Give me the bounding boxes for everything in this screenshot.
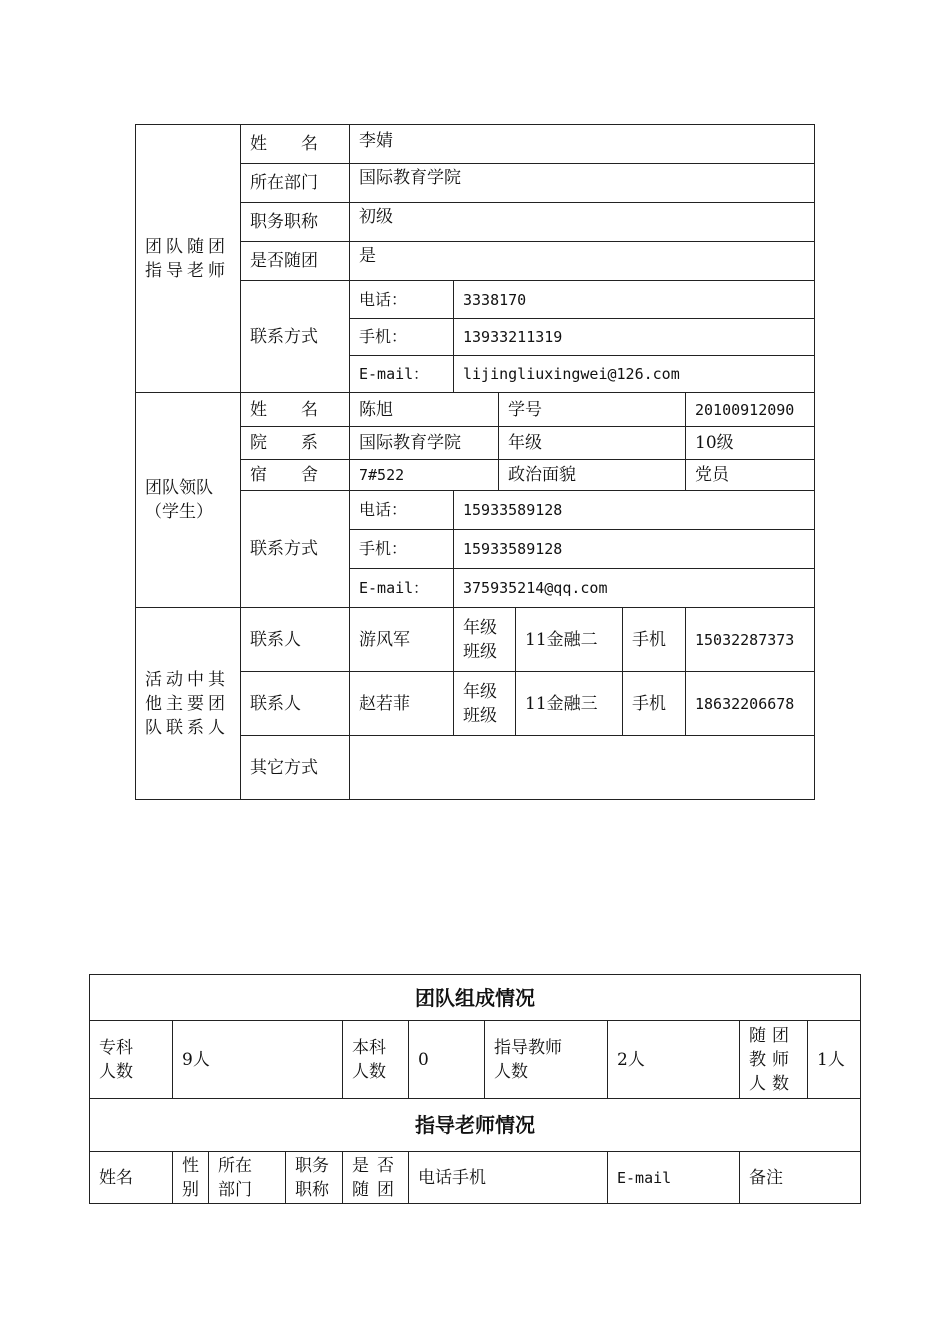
leader-dorm-label: 宿 舍: [240, 459, 350, 491]
leader-section-title-text: 团队领队（学生）: [145, 478, 213, 522]
undergrad-count-value: 0: [408, 1020, 485, 1099]
teacher-count-value: 2人: [607, 1020, 740, 1099]
other-methods-value: [349, 735, 815, 800]
contact-row-2-mobile-value: 18632206678: [685, 671, 815, 736]
composition-title: 团队组成情况: [89, 974, 861, 1021]
other-contacts-title-text: 活动中其他主要团队联系人: [145, 669, 229, 738]
header-phone: 电话手机: [408, 1151, 608, 1204]
contact-row-1-class-value: 11金融二: [515, 607, 623, 672]
teacher-accompany-value: 是: [349, 241, 815, 281]
leader-student-no-value: 20100912090: [685, 392, 815, 427]
teacher-info-title: 指导老师情况: [89, 1098, 861, 1152]
contact-row-1-mobile-value: 15032287373: [685, 607, 815, 672]
leader-name-label: 姓 名: [240, 392, 350, 427]
leader-mobile-value: 15933589128: [453, 529, 815, 569]
teacher-rank-label: 职务职称: [240, 202, 350, 242]
contact-row-1-mobile-label: 手机: [622, 607, 686, 672]
teacher-name-label: 姓 名: [240, 124, 350, 164]
teacher-count-label-text: 指导教师人数: [494, 1037, 562, 1082]
junior-count-label: [89, 1020, 173, 1099]
header-dept-text: 所在部门: [218, 1155, 252, 1200]
leader-section-title: [135, 392, 241, 608]
leader-name-value: 陈旭: [349, 392, 499, 427]
contact-row-1-label: 联系人: [240, 607, 350, 672]
other-methods-label: 其它方式: [240, 735, 350, 800]
contact-row-1-class-label: [453, 607, 516, 672]
contact-row-1-class-label-text: 年级班级: [463, 617, 497, 662]
contact-row-2-class-value: 11金融三: [515, 671, 623, 736]
teacher-dept-label: 所在部门: [240, 163, 350, 203]
leader-political-label: 政治面貌: [498, 459, 686, 491]
accompany-count-label-text: 随团教师人数: [749, 1025, 795, 1094]
leader-grade-value: 10级: [685, 426, 815, 460]
contact-row-2-label: 联系人: [240, 671, 350, 736]
teacher-name-value: 李婧: [349, 124, 815, 164]
junior-count-label-text: 专科人数: [99, 1037, 133, 1082]
contact-row-1-name: 游风军: [349, 607, 454, 672]
leader-college-value: 国际教育学院: [349, 426, 499, 460]
header-gender: [172, 1151, 209, 1204]
teacher-phone-value: 3338170: [453, 280, 815, 319]
accompany-count-label: [739, 1020, 808, 1099]
header-gender-text: 性别: [182, 1155, 199, 1200]
teacher-email-label: E-mail：: [349, 355, 454, 393]
other-contacts-title: [135, 607, 241, 800]
header-name: 姓名: [89, 1151, 173, 1204]
header-rank-text: 职务职称: [295, 1155, 329, 1200]
leader-grade-label: 年级: [498, 426, 686, 460]
leader-mobile-label: 手机：: [349, 529, 454, 569]
header-rank: [285, 1151, 343, 1204]
teacher-rank-value: 初级: [349, 202, 815, 242]
header-dept: [208, 1151, 286, 1204]
contact-row-2-name: 赵若菲: [349, 671, 454, 736]
teacher-contact-label: 联系方式: [240, 280, 350, 393]
leader-email-value: 375935214@qq.com: [453, 568, 815, 608]
teacher-section-title: [135, 124, 241, 393]
leader-email-label: E-mail：: [349, 568, 454, 608]
contact-row-2-mobile-label: 手机: [622, 671, 686, 736]
header-accompany-text: 是否随团: [352, 1155, 402, 1200]
header-email: E-mail: [607, 1151, 740, 1204]
undergrad-count-label: [342, 1020, 409, 1099]
leader-phone-label: 电话：: [349, 490, 454, 530]
undergrad-count-label-text: 本科人数: [352, 1037, 386, 1082]
teacher-phone-label: 电话：: [349, 280, 454, 319]
teacher-section-title-text: 团队随团指导老师: [145, 236, 229, 281]
teacher-email-value: lijingliuxingwei@126.com: [453, 355, 815, 393]
leader-student-no-label: 学号: [498, 392, 686, 427]
header-remark: 备注: [739, 1151, 861, 1204]
teacher-mobile-label: 手机：: [349, 318, 454, 356]
header-accompany: [342, 1151, 409, 1204]
teacher-mobile-value: 13933211319: [453, 318, 815, 356]
leader-phone-value: 15933589128: [453, 490, 815, 530]
teacher-accompany-label: 是否随团: [240, 241, 350, 281]
junior-count-value: 9人: [172, 1020, 343, 1099]
contact-row-2-class-label-text: 年级班级: [463, 681, 497, 726]
contact-row-2-class-label: [453, 671, 516, 736]
teacher-count-label: [484, 1020, 608, 1099]
accompany-count-value: 1人: [807, 1020, 861, 1099]
teacher-dept-value: 国际教育学院: [349, 163, 815, 203]
leader-political-value: 党员: [685, 459, 815, 491]
leader-dorm-value: 7#522: [349, 459, 499, 491]
leader-contact-label: 联系方式: [240, 490, 350, 608]
leader-college-label: 院 系: [240, 426, 350, 460]
